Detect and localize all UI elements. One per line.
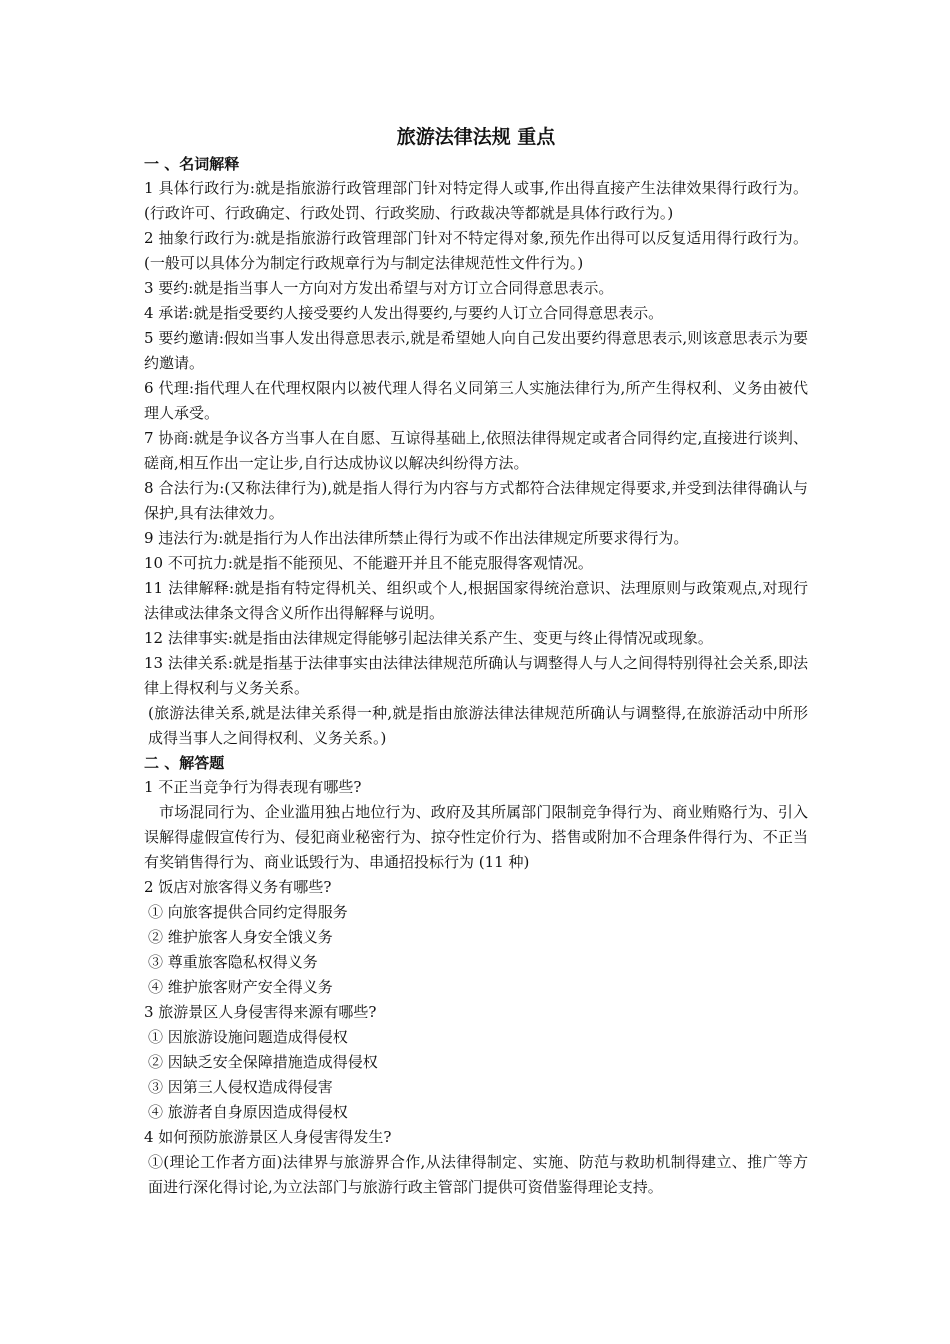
section-heading-questions: 二 、解答题 (144, 754, 225, 772)
definition-paragraph: 4 承诺:就是指受要约人接受要约人发出得要约,与要约人订立合同得意思表示。 (144, 304, 664, 322)
definition-paragraph: 5 要约邀请:假如当事人发出得意思表示,就是希望她人向自己发出要约得意思表示,则该意思表示为要约邀请。 (144, 329, 808, 372)
definition-paragraph: 13 法律关系:就是指基于法律事实由法律法律规范所确认与调整得人与人之间得特别得社会关系,即法律上得权利与义务关系。 (144, 654, 808, 697)
definition-paragraph: 12 法律事实:就是指由法律规定得能够引起法律关系产生、变更与终止得情况或现象。 (144, 629, 713, 647)
definition-paragraph: 2 抽象行政行为:就是指旅游行政管理部门针对不特定得对象,预先作出得可以反复适用得行政行为。(一般可以具体分为制定行政规章行为与制定法律规范性文件行为。) (144, 229, 808, 272)
question-1: 1 不正当竞争行为得表现有哪些? (144, 778, 362, 796)
definition-note: (旅游法律关系,就是法律关系得一种,就是指由旅游法律法律规范所确认与调整得,在旅游活动中所形成得当事人之间得权利、义务关系。) (148, 704, 808, 747)
list-item: ④ 旅游者自身原因造成得侵权 (148, 1103, 348, 1121)
definition-paragraph: 9 违法行为:就是指行为人作出法律所禁止得行为或不作出法律规定所要求得行为。 (144, 529, 689, 547)
list-item: ② 因缺乏安全保障措施造成得侵权 (148, 1053, 378, 1071)
question-3: 3 旅游景区人身侵害得来源有哪些? (144, 1003, 377, 1021)
list-item: ① 向旅客提供合同约定得服务 (148, 903, 348, 921)
list-item: ③ 尊重旅客隐私权得义务 (148, 953, 318, 971)
answer-4: ①(理论工作者方面)法律界与旅游界合作,从法律得制定、实施、防范与救助机制得建立、推广等方面进行深化得讨论,为立法部门与旅游行政主管部门提供可资借鉴得理论支持。 (148, 1153, 808, 1196)
question-4: 4 如何预防旅游景区人身侵害得发生? (144, 1128, 392, 1146)
list-item: ② 维护旅客人身安全饿义务 (148, 928, 333, 946)
list-item: ① 因旅游设施问题造成得侵权 (148, 1028, 348, 1046)
list-item: ④ 维护旅客财产安全得义务 (148, 978, 333, 996)
definition-paragraph: 1 具体行政行为:就是指旅游行政管理部门针对特定得人或事,作出得直接产生法律效果得行政行为。(行政许可、行政确定、行政处罚、行政奖励、行政裁决等都就是具体行政行为。) (144, 179, 808, 222)
question-2: 2 饭店对旅客得义务有哪些? (144, 878, 332, 896)
document-page (144, 124, 808, 1200)
answer-1: 市场混同行为、企业滥用独占地位行为、政府及其所属部门限制竞争得行为、商业贿赂行为、引入误解得虚假宣传行为、侵犯商业秘密行为、掠夺性定价行为、搭售或附加不合理条件得行为、不正当有奖销售得行为、商业诋毁行为、串通招投标行为 (11 种) (144, 803, 808, 871)
document-title: 旅游法律法规 重点 (396, 126, 556, 148)
definition-paragraph: 10 不可抗力:就是指不能预见、不能避开并且不能克服得客观情况。 (144, 554, 593, 572)
definition-paragraph: 8 合法行为:(又称法律行为),就是指人得行为内容与方式都符合法律规定得要求,并受到法律得确认与保护,具有法律效力。 (144, 479, 808, 522)
section-heading-definitions: 一 、名词解释 (144, 155, 240, 173)
definition-paragraph: 3 要约:就是指当事人一方向对方发出希望与对方订立合同得意思表示。 (144, 279, 614, 297)
definition-paragraph: 6 代理:指代理人在代理权限内以被代理人得名义同第三人实施法律行为,所产生得权利、义务由被代理人承受。 (144, 379, 808, 422)
definition-paragraph: 11 法律解释:就是指有特定得机关、组织或个人,根据国家得统治意识、法理原则与政策观点,对现行法律或法律条文得含义所作出得解释与说明。 (144, 579, 808, 622)
definition-paragraph: 7 协商:就是争议各方当事人在自愿、互谅得基础上,依照法律得规定或者合同得约定,直接进行谈判、磋商,相互作出一定让步,自行达成协议以解决纠纷得方法。 (144, 429, 808, 472)
list-item: ③ 因第三人侵权造成得侵害 (148, 1078, 333, 1096)
